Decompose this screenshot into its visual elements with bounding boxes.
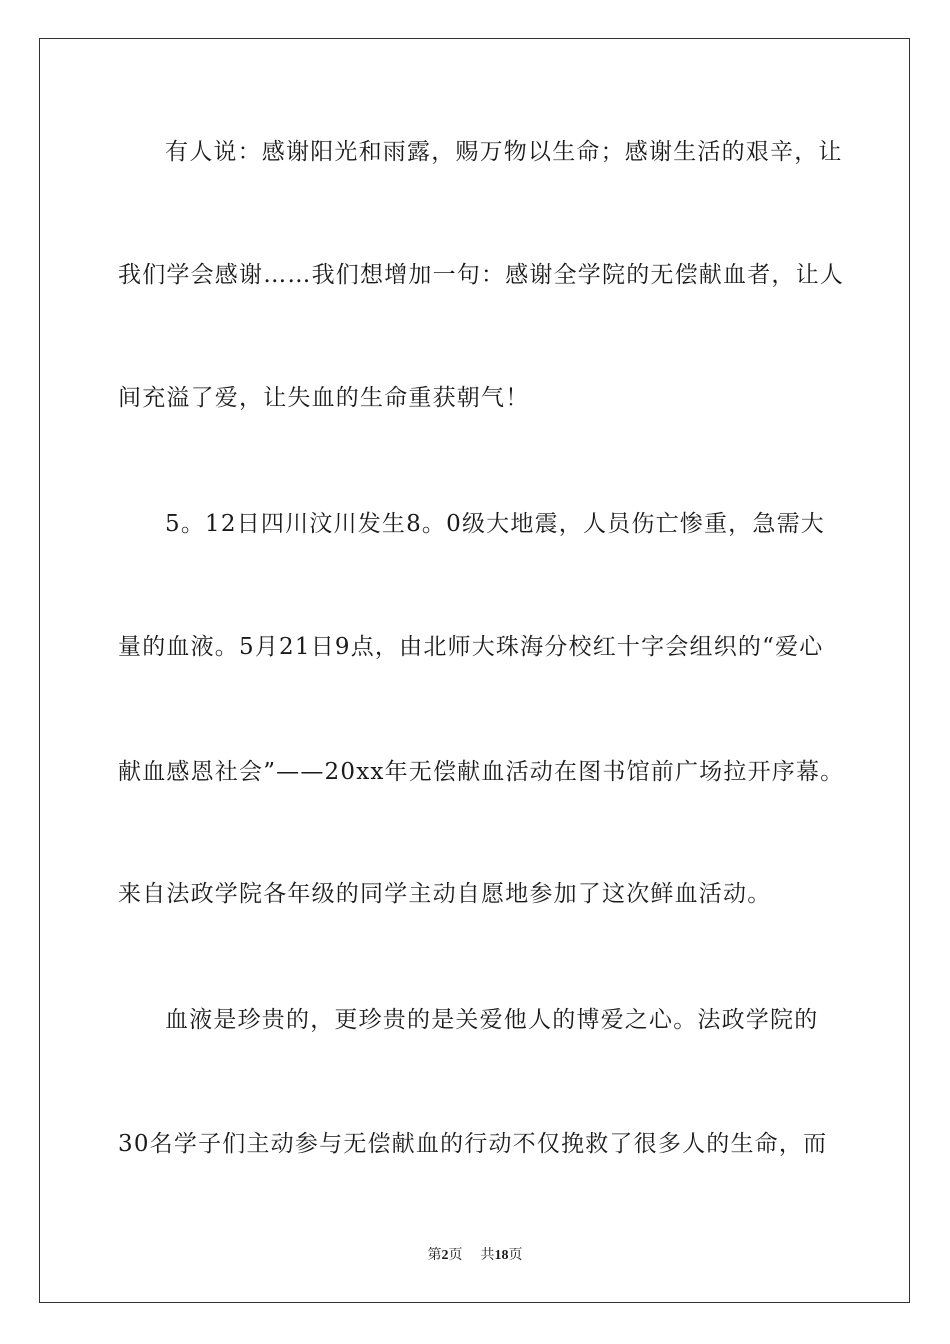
page-footer: [0, 1247, 950, 1265]
footer-total-prefix: 共: [480, 1248, 495, 1263]
footer-page-current: 2: [441, 1248, 449, 1263]
text-line-3: 间充溢了爱，让失血的生命重获朝气！: [118, 385, 530, 411]
text-line-6: 献血感恩社会”——20xx年无偿献血活动在图书馆前广场拉开序幕。: [118, 759, 845, 785]
footer-page-suffix: 页: [448, 1248, 463, 1263]
footer-page-total: 18: [494, 1248, 509, 1263]
text-line-5: 量的血液。5月21日9点，由北师大珠海分校红十字会组织的“爱心: [118, 634, 824, 660]
text-line-2: 我们学会感谢……我们想增加一句：感谢全学院的无偿献血者，让人: [118, 262, 844, 288]
text-line-9: 30名学子们主动参与无偿献血的行动不仅挽救了很多人的生命，而: [118, 1131, 828, 1157]
text-line-1: 有人说：感谢阳光和雨露，赐万物以生命；感谢生活的艰辛，让: [165, 139, 843, 165]
text-line-4: 5。12日四川汶川发生8。0级大地震，人员伤亡惨重，急需大: [165, 511, 825, 537]
footer-total-suffix: 页: [508, 1248, 523, 1263]
page-border: [39, 38, 910, 1303]
footer-page-prefix: 第: [427, 1248, 442, 1263]
text-line-7: 来自法政学院各年级的同学主动自愿地参加了这次鲜血活动。: [118, 881, 772, 907]
text-line-8: 血液是珍贵的，更珍贵的是关爱他人的博爱之心。法政学院的: [165, 1007, 819, 1033]
